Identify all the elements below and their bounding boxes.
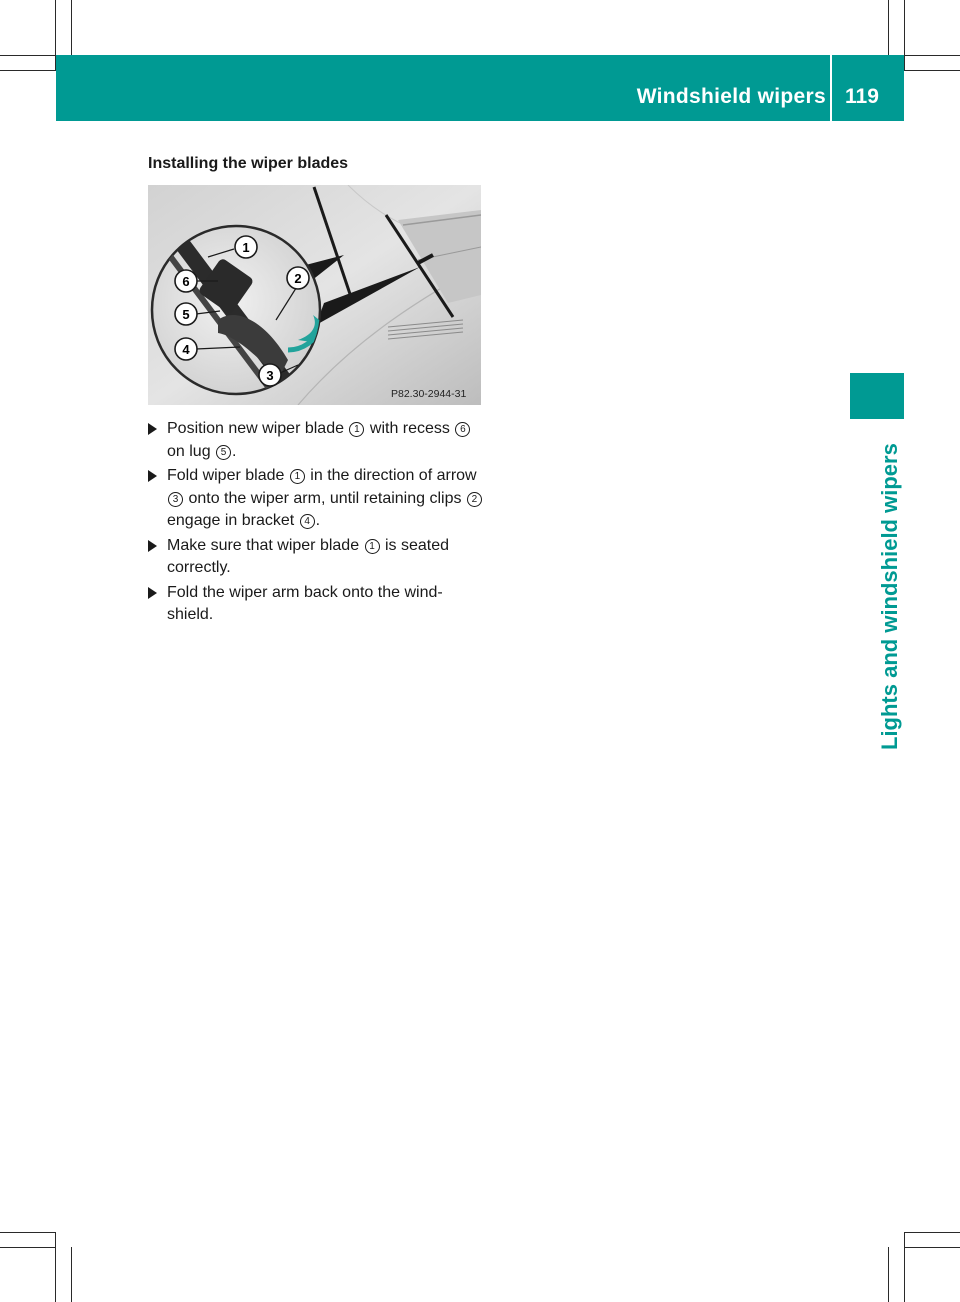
figure-code: P82.30-2944-31 — [391, 388, 467, 400]
svg-text:5: 5 — [182, 307, 190, 322]
instruction-step — [148, 418, 484, 463]
callout-6 — [175, 270, 197, 292]
side-tab-block — [850, 373, 904, 419]
circled-reference-number: 6 — [455, 422, 470, 437]
crop-mark — [55, 1232, 56, 1302]
page-number: 119 — [845, 85, 879, 108]
step-text: Make sure that wiper blade — [167, 536, 364, 554]
crop-mark — [71, 0, 72, 55]
step-text: engage in bracket — [167, 512, 299, 529]
wiper-blade-illustration — [148, 185, 481, 405]
circled-reference-number: 5 — [216, 445, 231, 460]
circled-reference-number: 1 — [290, 469, 305, 484]
header-divider — [830, 55, 832, 121]
crop-mark — [0, 1232, 56, 1233]
crop-mark — [904, 0, 905, 70]
step-text: Position new wiper blade — [167, 420, 349, 437]
step-text: onto the wiper arm, until retaining clips — [184, 489, 466, 507]
callout-5 — [175, 303, 197, 325]
svg-text:3: 3 — [266, 368, 274, 383]
circled-reference-number: 1 — [349, 422, 364, 437]
crop-mark — [904, 1232, 905, 1302]
crop-mark — [0, 55, 56, 56]
step-text: on lug — [167, 442, 216, 460]
svg-text:2: 2 — [294, 271, 302, 286]
instruction-step — [148, 465, 484, 533]
callout-4 — [175, 338, 197, 360]
step-text: . — [315, 512, 321, 529]
page-title: Windshield wipers — [636, 85, 826, 108]
crop-mark — [0, 70, 56, 71]
step-text: with recess — [365, 420, 455, 437]
svg-text:4: 4 — [182, 342, 190, 357]
step-arrow-icon — [148, 587, 157, 599]
crop-mark — [904, 55, 960, 56]
callout-2 — [287, 267, 309, 289]
crop-mark — [904, 1232, 960, 1233]
callout-3 — [259, 364, 281, 386]
crop-mark — [904, 70, 960, 71]
crop-mark — [888, 0, 889, 55]
crop-mark — [71, 1247, 72, 1302]
step-text: Fold wiper blade — [167, 467, 289, 484]
step-arrow-icon — [148, 470, 157, 482]
svg-text:1: 1 — [242, 240, 250, 255]
step-text: is seated correctly. — [167, 536, 450, 576]
step-arrow-icon — [148, 423, 157, 435]
instruction-step — [148, 535, 484, 580]
instruction-list — [148, 418, 484, 629]
circled-reference-number: 3 — [168, 492, 183, 507]
step-arrow-icon — [148, 540, 157, 552]
instruction-step — [148, 582, 484, 627]
crop-mark — [888, 1247, 889, 1302]
circled-reference-number: 4 — [300, 514, 315, 529]
callout-1 — [235, 236, 257, 258]
circled-reference-number: 1 — [365, 539, 380, 554]
step-text: in the direction of arrow — [305, 467, 477, 484]
crop-mark — [904, 1247, 960, 1248]
svg-text:6: 6 — [182, 274, 190, 289]
step-text: Fold the wiper arm back onto the wind-shield. — [167, 583, 443, 623]
side-tab-label: Lights and windshield wipers — [877, 443, 902, 750]
circled-reference-number: 2 — [467, 492, 482, 507]
crop-mark — [0, 1247, 56, 1248]
section-title: Installing the wiper blades — [148, 155, 349, 172]
step-text: . — [232, 442, 237, 460]
